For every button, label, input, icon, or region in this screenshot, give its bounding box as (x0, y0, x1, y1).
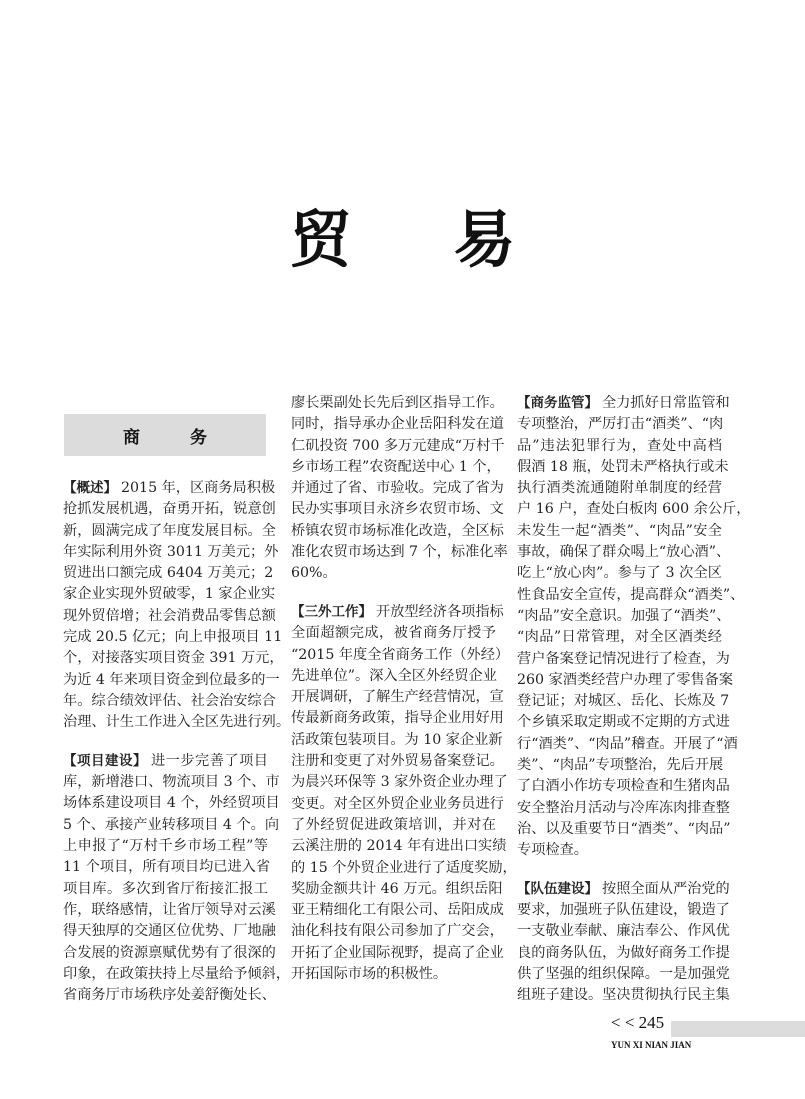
text-line (291, 521, 504, 542)
text-line (63, 627, 283, 648)
line-text: 的 15 个外贸企业进行了适度奖励， (291, 859, 517, 876)
footer-bar (671, 1021, 805, 1037)
text-line (291, 645, 510, 666)
line-text: 新，圆满完成了年度发展目标。全 (63, 522, 276, 539)
line-text: 吃上“放心肉”。参与了 3 次全区 (517, 565, 722, 582)
line-text: 为晨兴环保等 3 家外资企业办理了 (291, 774, 508, 791)
text-line (291, 623, 496, 644)
line-text: 项目库。多次到省厅衔接汇报工 (63, 880, 268, 897)
text-line (517, 900, 730, 921)
text-line (517, 798, 730, 819)
line-text: 组班子建设。坚决贯彻执行民主集 (517, 987, 730, 1004)
text-line (517, 521, 722, 542)
text-line (517, 457, 729, 478)
line-text: 品”违法犯罪行为，查处中高档 (517, 437, 722, 454)
line-text: 完成 20.5 亿元；向上申报项目 11 (63, 629, 283, 646)
text-line (63, 606, 276, 627)
text-line (63, 563, 274, 584)
line-text: 奖励金额共计 46 万元。组织岳阳 (291, 880, 503, 897)
paragraph-label: 【三外工作】 (291, 603, 372, 620)
line-text: 印象，在政策扶持上尽量给予倾斜， (63, 965, 291, 982)
line-text: 执行酒类流通随附单制度的经营 (517, 480, 722, 497)
journal-name: YUN XI NIAN JIAN (611, 1040, 692, 1050)
paragraph (63, 751, 291, 1007)
text-line (291, 772, 508, 793)
page-number: < < 245 (611, 1013, 665, 1032)
line-text: 治、以及重要节日“酒类”、“肉品” (517, 820, 731, 837)
text-line (517, 585, 745, 606)
text-line (63, 921, 276, 942)
line-text: 变更。对全区外贸企业业务员进行 (291, 795, 504, 812)
text-line (63, 815, 280, 836)
line-text: 个乡镇采取定期或不定期的方式进 (517, 714, 730, 731)
text-line (291, 794, 504, 815)
line-text: 同时，指导承办企业岳阳科发在道 (291, 416, 504, 433)
line-text: 准化农贸市场达到 7 个，标准化率 (291, 544, 508, 561)
line-text: 开拓了企业国际视野，提高了企业 (291, 944, 504, 961)
text-line (291, 436, 505, 457)
line-text: 抢抓发展机遇，奋勇开拓，锐意创 (63, 501, 276, 518)
line-text: 合发展的资源禀赋优势有了很深的 (63, 944, 276, 961)
text-line (517, 627, 722, 648)
text-line (63, 584, 276, 605)
line-text: 专项检查。 (517, 842, 588, 859)
text-line (517, 776, 730, 797)
text-line (517, 985, 730, 1006)
line-text: 了外经贸促进政策培训，并对在 (291, 816, 496, 833)
line-text: 亚王精细化工有限公司、岳阳成成 (291, 902, 504, 919)
text-line (291, 687, 504, 708)
text-line (291, 964, 496, 985)
text-line (517, 840, 722, 861)
column-2 (291, 393, 517, 1003)
paragraph-label: 【概述】 (63, 480, 117, 496)
text-line (291, 879, 503, 900)
text-line (63, 900, 276, 921)
column-3 (517, 393, 751, 1024)
line-text: 并通过了省、市验收。完成了省为 (291, 480, 504, 497)
text-line (63, 964, 291, 985)
text-line (517, 414, 722, 435)
section-heading: 商 务 (64, 414, 266, 456)
text-line (63, 836, 268, 857)
line-text: 性食品安全宣传，提高群众“酒类”、 (517, 586, 745, 603)
text-line (517, 606, 731, 627)
line-text: 廖长栗副处长先后到区指导工作。 (291, 395, 504, 411)
line-text: 未发生一起“酒类”、“肉品”安全 (517, 522, 722, 539)
text-line (291, 836, 507, 857)
line-text: 5 个、承接产业转移项目 4 个。向 (63, 816, 280, 833)
text-line (517, 499, 751, 520)
line-text: 登记证；对城区、岳化、长炼及 7 (517, 693, 730, 710)
line-text: 供了坚强的组织保障。一是加强党 (517, 966, 730, 983)
text-line (63, 648, 284, 669)
text-line (63, 521, 276, 542)
line-text: 仁矶投资 700 多万元建成“万村千 (291, 437, 505, 454)
paragraph-label: 【队伍建设】 (517, 880, 598, 897)
text-line (517, 542, 731, 563)
line-text: 贸进出口额完成 6404 万美元；2 (63, 565, 274, 582)
text-line (291, 708, 504, 729)
page-title: 贸 易 (289, 203, 556, 276)
text-line (517, 755, 722, 776)
text-line (291, 943, 504, 964)
line-text: 民办实事项目永济乡农贸市场、文 (291, 501, 504, 518)
line-text: 事故，确保了群众喝上“放心酒”、 (517, 544, 731, 561)
line-text: “肉品”安全意识。加强了“酒类”、 (517, 607, 731, 624)
text-line (517, 921, 730, 942)
text-line (517, 964, 730, 985)
text-line (291, 858, 517, 879)
line-text: 营户备案登记情况进行了检查，为 (517, 650, 730, 667)
line-text: 了白酒小作坊专项检查和生猪肉品 (517, 778, 730, 795)
text-line (517, 943, 730, 964)
line-text: 桥镇农贸市场标准化改造，全区标 (291, 522, 504, 539)
line-text: 一支敬业奉献、廉洁奉公、作风优 (517, 923, 730, 940)
line-text: 安全整治月活动与冷库冻肉排查整 (517, 799, 730, 816)
line-text: 现外贸倍增；社会消费品零售总额 (63, 607, 276, 624)
text-line (63, 478, 276, 499)
paragraph (63, 478, 291, 734)
line-text: 假酒 18 瓶，处罚未严格执行或未 (517, 458, 729, 475)
text-line (291, 730, 503, 751)
line-text: 要求，加强班子队伍建设，锻造了 (517, 902, 730, 919)
line-text: 家企业实现外贸破零，1 家企业实 (63, 586, 276, 603)
line-text: 先进单位”。深入全区外经贸企业 (291, 667, 497, 684)
line-text: 11 个项目，所有项目均已进入省 (63, 859, 271, 876)
text-line (63, 943, 276, 964)
line-text: 260 家酒类经营户办理了零售备案 (517, 671, 734, 688)
paragraph (291, 602, 517, 985)
line-text: 年。综合绩效评估、社会治安综合 (63, 692, 276, 709)
paragraph-label: 【项目建设】 (63, 752, 147, 769)
text-line (517, 691, 730, 712)
text-line (291, 499, 504, 520)
text-line (517, 734, 738, 755)
line-text: 全面超额完成，被省商务厅授予 (291, 625, 496, 642)
line-text: 作，联络感情，让省厅领导对云溪 (63, 901, 276, 918)
text-line (63, 670, 280, 691)
line-text: 按照全面从严治党的 (602, 880, 730, 897)
line-text: 活政策包装项目。为 10 家企业新 (291, 731, 503, 748)
line-text: 库，新增港口、物流项目 3 个、市 (63, 774, 280, 791)
text-line (63, 793, 280, 814)
text-line (291, 602, 504, 623)
text-line (291, 563, 496, 584)
line-text: 类”、“肉品”专项整治，先后开展 (517, 757, 724, 774)
line-text: 良的商务队伍，为做好商务工作提 (517, 944, 730, 961)
line-text: “2015 年度全省商务工作（外经） (291, 646, 510, 663)
line-text: 开放型经济各项指标 (376, 603, 504, 620)
text-line (291, 542, 508, 563)
text-line (517, 819, 731, 840)
text-line (291, 900, 504, 921)
line-text: 云溪注册的 2014 年有进出口实绩 (291, 838, 507, 855)
text-line (291, 666, 496, 687)
line-text: 为近 4 年来项目资金到位最多的一 (63, 671, 280, 688)
line-text: 开拓国际市场的积极性。 (291, 966, 448, 983)
line-text: 省商务厅市场秩序处姜舒衡处长、 (63, 987, 276, 1004)
paragraph (517, 393, 751, 862)
paragraph-label: 【商务监管】 (517, 395, 598, 411)
line-text: 乡市场工程”农资配送中心 1 个， (291, 458, 501, 475)
text-line (291, 478, 504, 499)
text-line (291, 815, 496, 836)
text-line (291, 751, 504, 772)
line-text: “肉品”日常管理，对全区酒类经 (517, 629, 722, 646)
text-line (517, 393, 730, 414)
text-line (517, 879, 730, 900)
text-line (63, 712, 291, 733)
text-line (63, 985, 276, 1006)
text-line (517, 649, 730, 670)
line-text: 2015 年，区商务局积极 (121, 480, 276, 496)
text-line (291, 921, 504, 942)
text-line (291, 457, 501, 478)
paragraph (517, 879, 730, 1007)
line-text: 60%。 (291, 565, 337, 582)
text-line (517, 563, 722, 584)
text-line (63, 879, 268, 900)
line-text: 开展调研，了解生产经营情况，宣 (291, 689, 504, 706)
text-line (63, 772, 280, 793)
text-line (291, 393, 504, 414)
line-text: 油化科技有限公司参加了广交会， (291, 923, 504, 940)
line-text: 注册和变更了对外贸易备案登记。 (291, 753, 504, 770)
line-text: 上申报了“万村千乡市场工程”等 (63, 838, 268, 855)
line-text: 传最新商务政策，指导企业用好用 (291, 710, 504, 727)
text-line (63, 542, 279, 563)
line-text: 年实际利用外资 3011 万美元；外 (63, 543, 279, 560)
column-1 (63, 478, 291, 1024)
text-line (63, 751, 268, 772)
text-line (291, 414, 504, 435)
line-text: 户 16 户，查处白板肉 600 余公斤， (517, 501, 751, 518)
line-text: 专项整治，严厉打击“酒类”、“肉 (517, 416, 724, 433)
line-text: 全力抓好日常监管和 (602, 395, 730, 411)
paragraph (291, 393, 508, 585)
text-line (63, 857, 271, 878)
line-text: 个，对接落实项目资金 391 万元， (63, 650, 284, 667)
line-text: 场体系建设项目 4 个，外经贸项目 (63, 795, 280, 812)
text-line (517, 478, 722, 499)
line-text: 治理、计生工作进入全区先进行列。 (63, 714, 291, 731)
line-text: 进一步完善了项目 (151, 752, 268, 769)
text-line (517, 712, 730, 733)
text-line (63, 499, 276, 520)
line-text: 行“酒类”、“肉品”稽查。开展了“酒 (517, 735, 738, 752)
line-text: 得天独厚的交通区位优势、厂地融 (63, 923, 276, 940)
text-line (63, 691, 276, 712)
text-line (517, 436, 722, 457)
text-line (517, 670, 734, 691)
